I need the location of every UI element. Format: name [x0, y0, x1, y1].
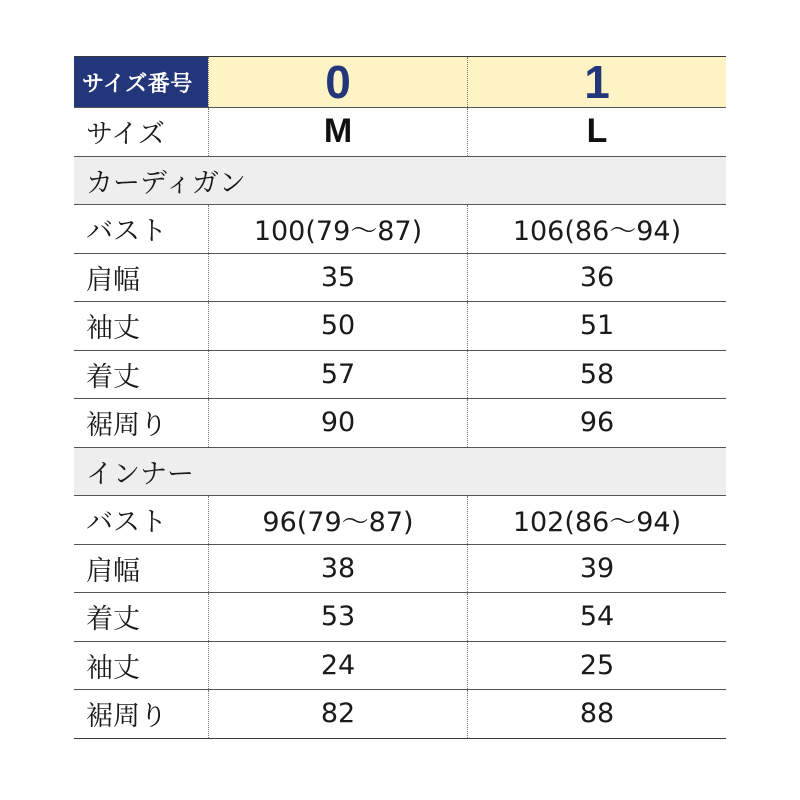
measure-label: 着丈 — [86, 361, 140, 393]
measure-label: バスト — [86, 507, 167, 539]
measure-label: 裾周り — [86, 410, 167, 442]
table-row — [74, 496, 726, 545]
measure-label: 肩幅 — [86, 264, 140, 296]
size-number-label: サイズ番号 — [74, 57, 208, 107]
measure-m: 38 — [208, 545, 467, 593]
table-row — [74, 254, 726, 303]
table-row — [74, 399, 726, 448]
measure-label: バスト — [86, 216, 167, 248]
measure-m: 24 — [208, 642, 467, 690]
measure-m: 100(79〜87) — [208, 205, 467, 253]
measure-m: 53 — [208, 593, 467, 641]
table-row — [74, 642, 726, 691]
measure-l: 36 — [467, 254, 726, 302]
size-number-row — [74, 57, 726, 108]
measure-m: 50 — [208, 302, 467, 350]
measure-m: 96(79〜87) — [208, 496, 467, 544]
size-m: M — [208, 108, 467, 156]
table-row — [74, 205, 726, 254]
table-row — [74, 302, 726, 351]
measure-label: 着丈 — [86, 604, 140, 636]
measure-l: 51 — [467, 302, 726, 350]
measure-l: 96 — [467, 399, 726, 447]
table-row — [74, 690, 726, 739]
table-row — [74, 593, 726, 642]
size-l: L — [467, 108, 726, 156]
size-row — [74, 108, 726, 157]
table-row — [74, 351, 726, 400]
section-cardigan — [74, 157, 726, 206]
measure-l: 39 — [467, 545, 726, 593]
measure-l: 58 — [467, 351, 726, 399]
measure-m: 57 — [208, 351, 467, 399]
size-label: サイズ — [86, 119, 165, 151]
section-title: インナー — [86, 458, 194, 490]
measure-m: 35 — [208, 254, 467, 302]
size-number-0: 0 — [208, 57, 467, 107]
section-inner — [74, 448, 726, 497]
measure-label: 袖丈 — [86, 313, 140, 345]
measure-label: 肩幅 — [86, 555, 140, 587]
measure-l: 88 — [467, 690, 726, 738]
measure-l: 106(86〜94) — [467, 205, 726, 253]
measure-label: 袖丈 — [86, 652, 140, 684]
measure-l: 25 — [467, 642, 726, 690]
size-chart-table — [74, 56, 726, 739]
measure-l: 102(86〜94) — [467, 496, 726, 544]
table-row — [74, 545, 726, 594]
measure-label: 裾周り — [86, 701, 167, 733]
measure-m: 82 — [208, 690, 467, 738]
measure-m: 90 — [208, 399, 467, 447]
section-title: カーディガン — [86, 167, 246, 199]
measure-l: 54 — [467, 593, 726, 641]
size-number-1: 1 — [467, 57, 726, 107]
